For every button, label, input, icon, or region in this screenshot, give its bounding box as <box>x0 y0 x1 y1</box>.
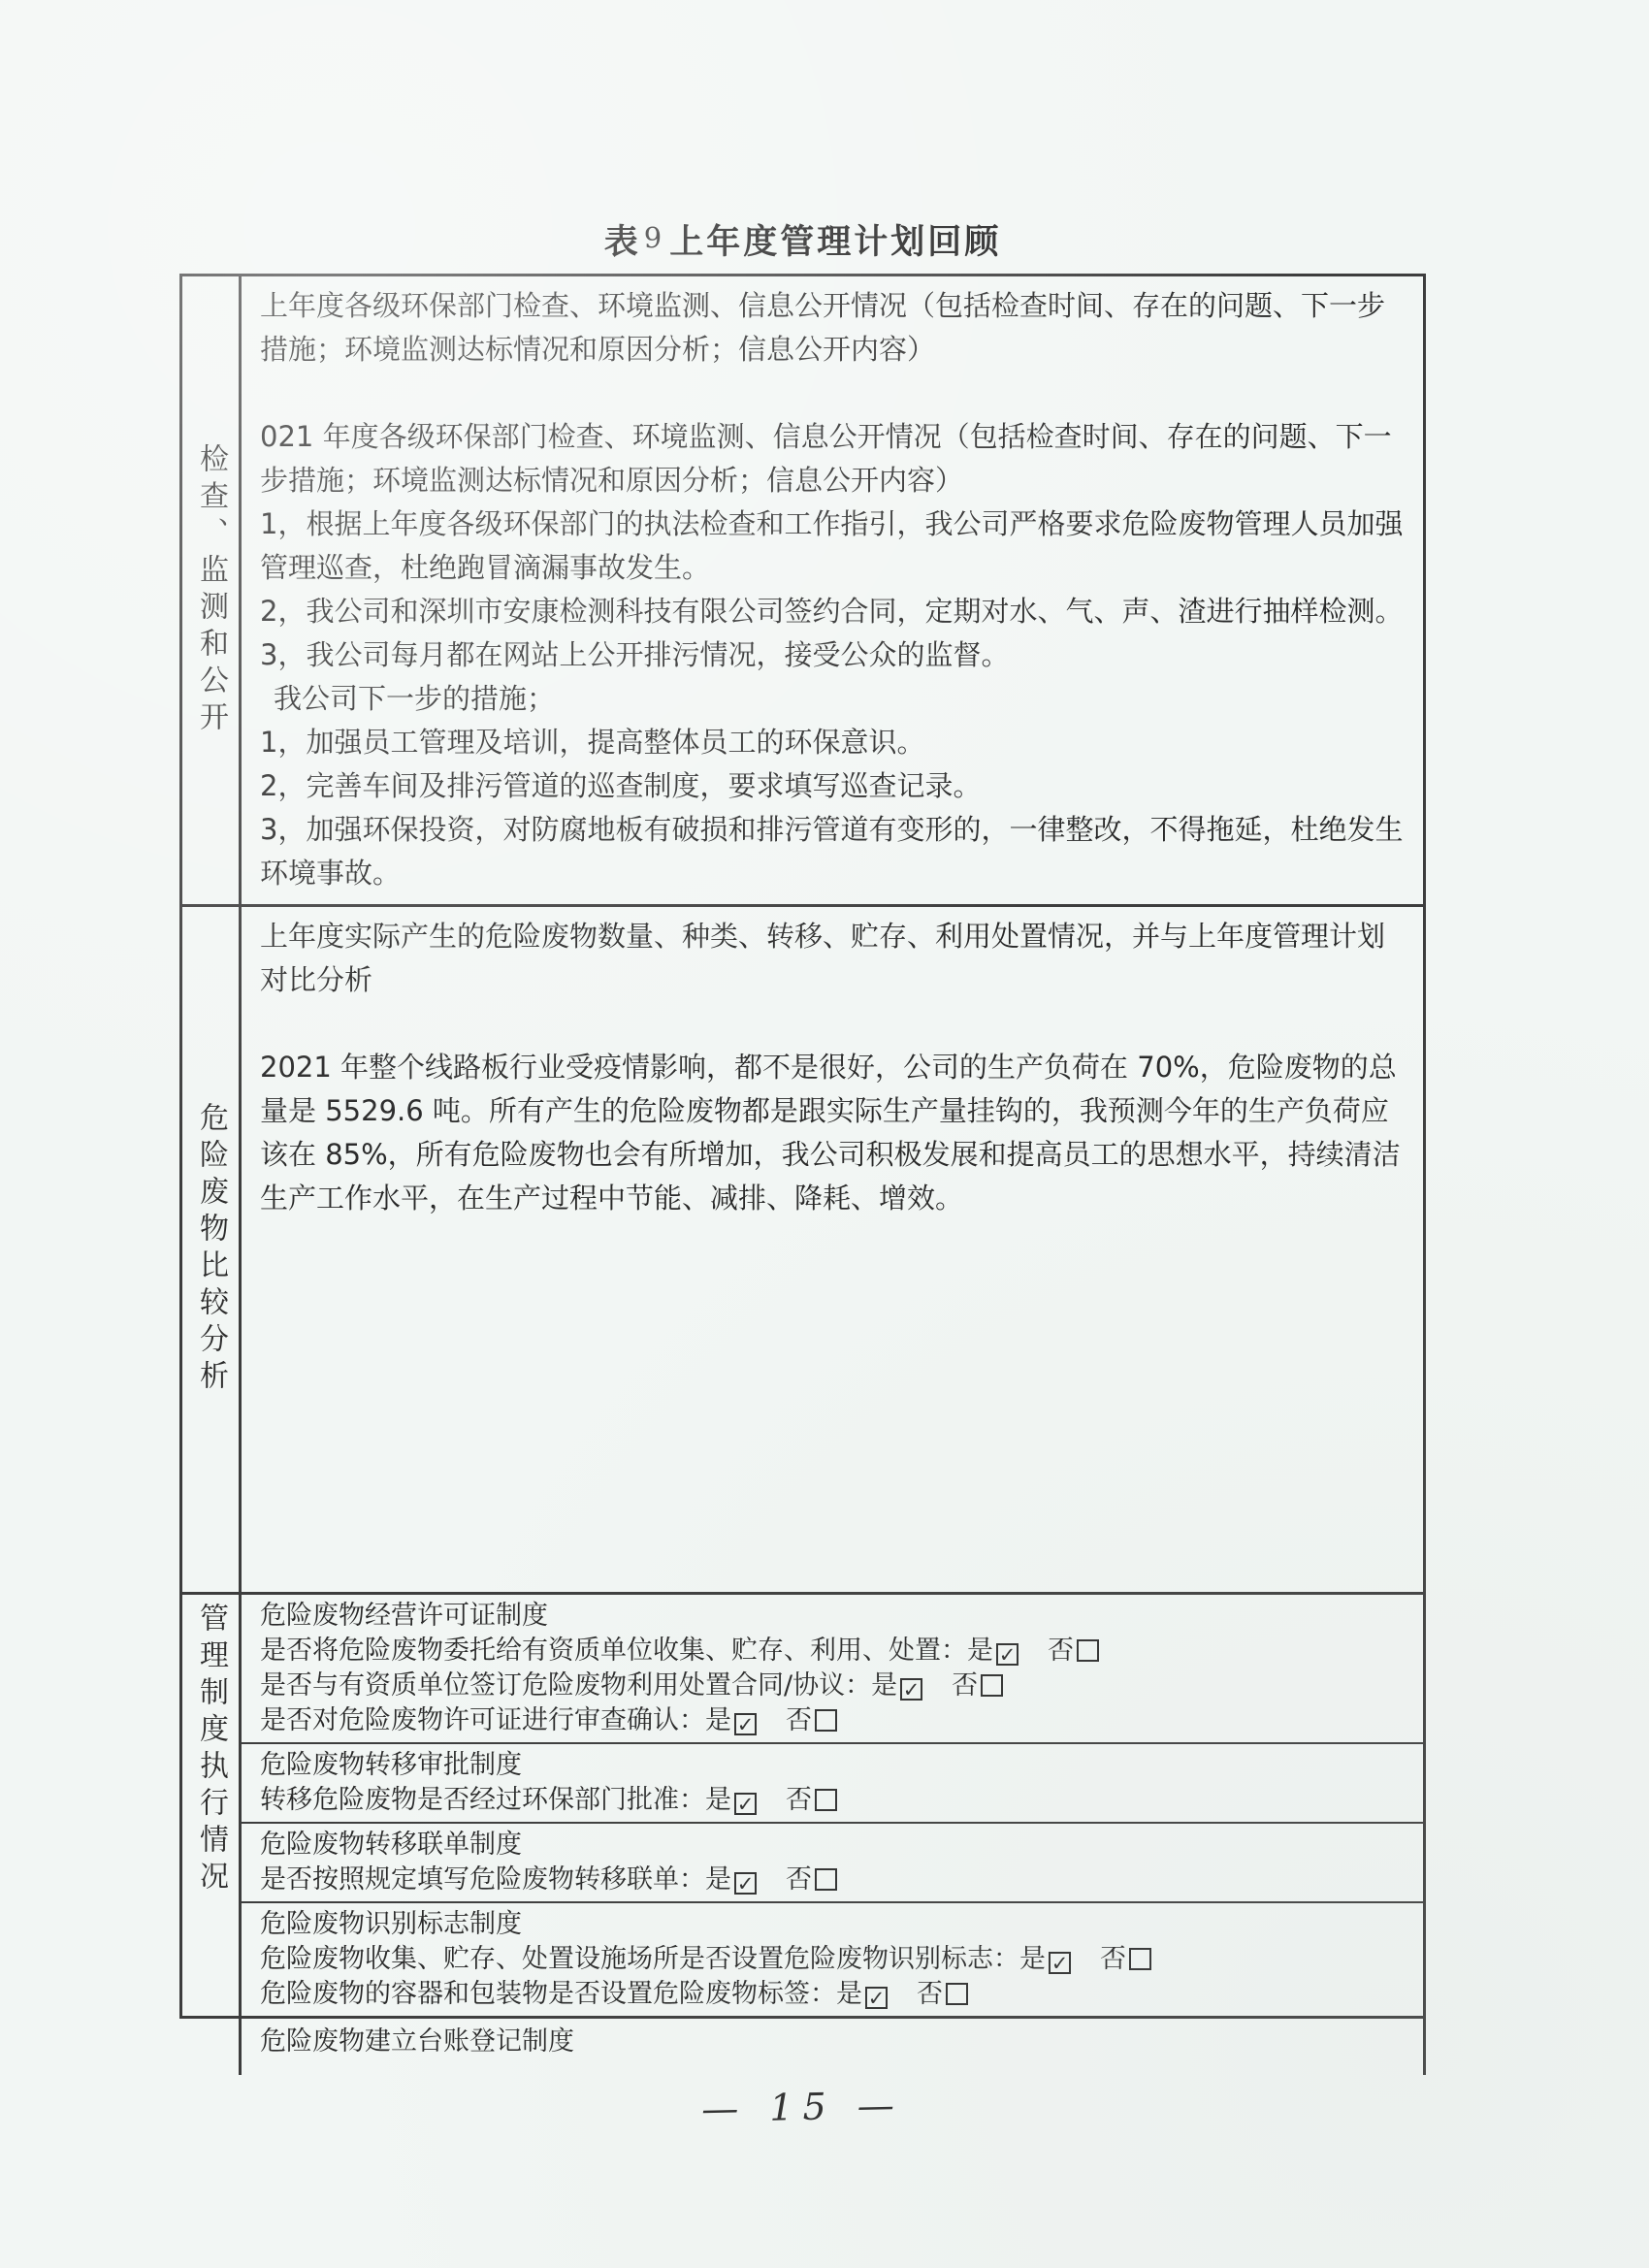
no-label: 否 <box>1048 1636 1074 1666</box>
section-management-systems <box>182 1595 1423 2016</box>
paragraph: 上年度各级环保部门检查、环境监测、信息公开情况（包括检查时间、存在的问题、下一步措施；环境监测达标情况和原因分析；信息公开内容） <box>260 289 1386 366</box>
paragraph: 2021 年整个线路板行业受疫情影响，都不是很好，公司的生产负荷在 70%，危险废物的总量是 5529.6 吨。所有产生的危险废物都是跟实际生产量挂钩的，我预测今年的生产负荷应该在 85%，所有危险废物也会有所增加，我公司积极发展和提高员工的思想水平，持续清洁生产工作水平，在生产过程中节能、减排、降耗、增效。 <box>260 1051 1401 1215</box>
question-row <box>260 1977 1409 2012</box>
rule-group-title: 危险废物识别标志制度 <box>260 1909 522 1939</box>
rule-group <box>242 1595 1423 1744</box>
question-text: 危险废物的容器和包装物是否设置危险废物标签： <box>260 1979 836 2009</box>
yes-label: 是 <box>705 1864 731 1895</box>
paragraph: 2，我公司和深圳市安康检测科技有限公司签约合同，定期对水、气、声、渣进行抽样检测。 <box>260 595 1404 628</box>
checkbox-checked-icon: ✓ <box>865 1987 888 2009</box>
question-text: 是否将危险废物委托给有资质单位收集、贮存、利用、处置： <box>260 1636 967 1666</box>
no-label: 否 <box>952 1670 979 1701</box>
paragraph: 021 年度各级环保部门检查、环境监测、信息公开情况（包括检查时间、存在的问题、下一步措施；环境监测达标情况和原因分析；信息公开内容） <box>260 420 1392 497</box>
no-choice <box>952 1670 1003 1701</box>
checkbox-checked-icon: ✓ <box>734 1793 757 1815</box>
paragraph: 我公司下一步的措施； <box>274 682 556 715</box>
title-text: 上年度管理计划回顾 <box>669 223 1002 262</box>
question-text: 是否与有资质单位签订危险废物利用处置合同/协议： <box>260 1670 872 1701</box>
question-row <box>260 1942 1409 1977</box>
rule-group-title: 危险废物转移联单制度 <box>260 1830 522 1860</box>
paragraph-spacer <box>260 372 1407 415</box>
checkbox-checked-icon: ✓ <box>1049 1952 1071 1974</box>
yes-label: 是 <box>705 1785 731 1815</box>
question-text: 是否按照规定填写危险废物转移联单： <box>260 1864 705 1895</box>
yes-label: 是 <box>705 1705 731 1735</box>
question-text: 是否对危险废物许可证进行审查确认： <box>260 1705 705 1735</box>
yes-choice <box>1019 1944 1071 1974</box>
content-cell-inspection <box>242 276 1423 904</box>
question-row <box>260 1634 1409 1669</box>
content-cell-comparison <box>242 907 1423 1592</box>
yes-label: 是 <box>836 1979 862 2009</box>
row-label-cell-comparison <box>182 907 242 1592</box>
question-row <box>260 1863 1409 1897</box>
no-choice <box>917 1979 968 2009</box>
checkbox-empty-icon <box>981 1674 1003 1697</box>
question-row <box>260 1669 1409 1703</box>
no-label: 否 <box>786 1785 812 1815</box>
yes-choice <box>967 1636 1018 1666</box>
paragraph: 上年度实际产生的危险废物数量、种类、转移、贮存、利用处置情况，并与上年度管理计划对比分析 <box>260 920 1386 996</box>
yes-label: 是 <box>967 1636 993 1666</box>
title-number: 9 <box>643 221 663 254</box>
yes-choice <box>705 1785 757 1815</box>
yes-choice <box>705 1864 757 1895</box>
checkbox-checked-icon: ✓ <box>734 1713 757 1735</box>
no-label: 否 <box>786 1864 812 1895</box>
title-prefix: 表 <box>603 223 641 262</box>
rule-group-title: 危险废物经营许可证制度 <box>260 1601 548 1631</box>
rule-group-title: 危险废物建立台账登记制度 <box>260 2026 574 2057</box>
paragraph: 1，加强员工管理及培训，提高整体员工的环保意识。 <box>260 726 925 759</box>
no-choice <box>786 1785 837 1815</box>
rule-group-title: 危险废物转移审批制度 <box>260 1750 522 1780</box>
yes-choice <box>836 1979 888 2009</box>
paragraph: 1，根据上年度各级环保部门的执法检查和工作指引，我公司严格要求危险废物管理人员加强管理巡查，杜绝跑冒滴漏事故发生。 <box>260 507 1404 584</box>
checkbox-checked-icon: ✓ <box>734 1872 757 1895</box>
table-cut-row <box>239 2019 1426 2075</box>
paragraph: 3，加强环保投资，对防腐地板有破损和排污管道有变形的，一律整改，不得拖延，杜绝发生环境事故。 <box>260 813 1404 890</box>
paragraph: 3，我公司每月都在网站上公开排污情况，接受公众的监督。 <box>260 638 1010 671</box>
rule-group <box>242 1903 1423 2016</box>
checkbox-checked-icon: ✓ <box>900 1678 922 1701</box>
checkbox-empty-icon <box>1129 1948 1151 1970</box>
question-row <box>260 1703 1409 1738</box>
no-choice <box>1100 1944 1151 1974</box>
question-text: 转移危险废物是否经过环保部门批准： <box>260 1785 705 1815</box>
paragraph: 2，完善车间及排污管道的巡查制度，要求填写巡查记录。 <box>260 769 982 802</box>
yes-choice <box>871 1670 922 1701</box>
no-label: 否 <box>786 1705 812 1735</box>
checkbox-empty-icon <box>946 1983 968 2005</box>
row-label-cell-management <box>182 1595 242 2016</box>
row-label-cell-inspection <box>182 276 242 904</box>
management-groups <box>242 1595 1423 2016</box>
content-cell-management <box>242 1595 1423 2016</box>
question-row <box>260 1783 1409 1818</box>
section-inspection-monitoring <box>182 276 1423 907</box>
rule-group <box>242 1744 1423 1824</box>
table-border-box <box>179 274 1426 2019</box>
no-choice <box>1048 1636 1099 1666</box>
checkbox-empty-icon <box>815 1709 837 1732</box>
yes-label: 是 <box>871 1670 898 1701</box>
yes-choice <box>705 1705 757 1735</box>
rule-group <box>242 1824 1423 1903</box>
row-label-comparison: 危险废物比较分析 <box>194 1102 228 1397</box>
no-choice <box>786 1864 837 1895</box>
page-title <box>179 215 1426 264</box>
question-text: 危险废物收集、贮存、处置设施场所是否设置危险废物识别标志： <box>260 1944 1019 1974</box>
row-label-inspection: 检查、监测和公开 <box>194 442 228 738</box>
section-waste-comparison <box>182 907 1423 1595</box>
checkbox-empty-icon <box>1077 1639 1099 1662</box>
paragraph-spacer <box>260 1002 1407 1046</box>
no-label: 否 <box>917 1979 943 2009</box>
checkbox-empty-icon <box>815 1868 837 1891</box>
row-label-management: 管理制度执行情况 <box>194 1603 228 1897</box>
page-number: — 15 — <box>700 2083 905 2131</box>
checkbox-checked-icon: ✓ <box>996 1643 1018 1666</box>
yes-label: 是 <box>1019 1944 1046 1974</box>
checkbox-empty-icon <box>815 1789 837 1811</box>
management-plan-table <box>179 274 1426 2075</box>
no-choice <box>786 1705 837 1735</box>
no-label: 否 <box>1100 1944 1126 1974</box>
